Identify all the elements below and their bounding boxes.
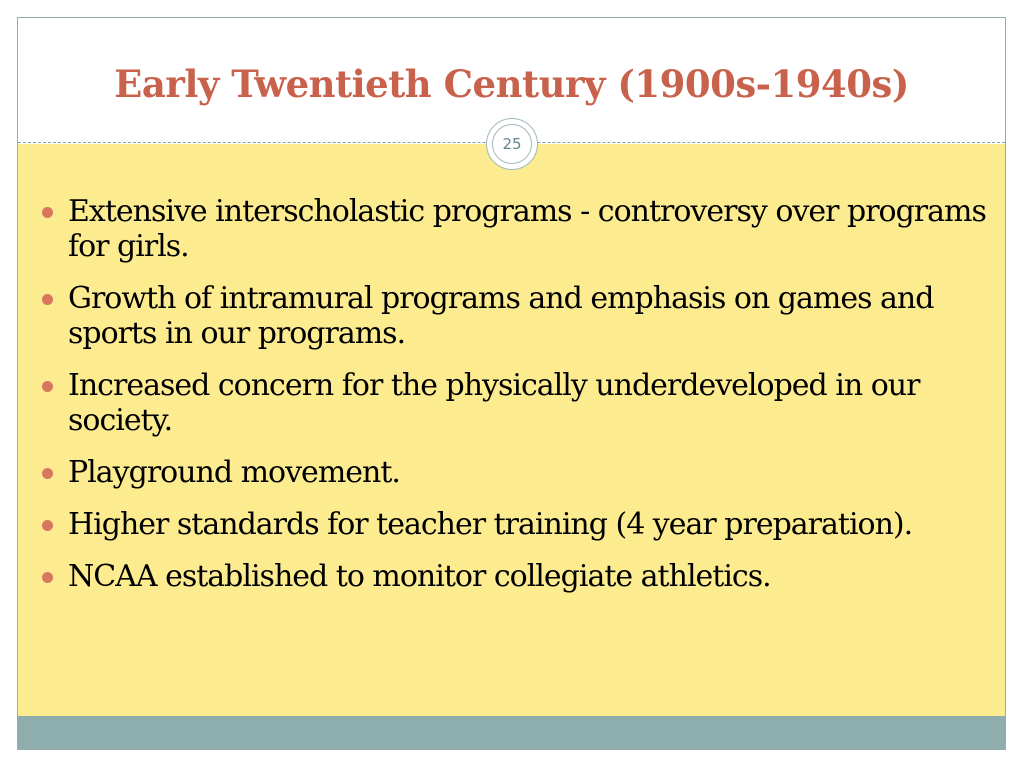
bullet-item	[38, 194, 998, 264]
bullet-item	[38, 455, 998, 490]
bullet-text: NCAA established to monitor collegiate athletics.	[68, 559, 771, 594]
content-area	[18, 144, 1005, 716]
bullet-item	[38, 507, 998, 542]
bullet-text: Extensive interscholastic programs - controversy over programs for girls.	[68, 194, 986, 264]
bullet-text: Increased concern for the physically underdeveloped in our society.	[68, 368, 920, 438]
slide-title: Early Twentieth Century (1900s-1940s)	[114, 62, 909, 106]
footer-band	[18, 716, 1005, 750]
bullet-item	[38, 281, 998, 351]
bullet-text: Growth of intramural programs and emphasis on games and sports in our programs.	[68, 281, 934, 351]
bullet-dot-icon	[42, 572, 53, 583]
bullet-dot-icon	[42, 468, 53, 479]
bullet-item	[38, 559, 998, 594]
bullet-dot-icon	[42, 520, 53, 531]
bullet-text: Higher standards for teacher training (4 year preparation).	[68, 507, 913, 542]
bullet-dot-icon	[42, 207, 53, 218]
page-number: 25	[492, 124, 532, 164]
bullet-item	[38, 368, 998, 438]
bullet-dot-icon	[42, 381, 53, 392]
bullet-text: Playground movement.	[68, 455, 400, 490]
bullet-list	[38, 194, 998, 611]
slide	[17, 17, 1006, 750]
page-number-badge	[486, 118, 538, 170]
bullet-dot-icon	[42, 294, 53, 305]
